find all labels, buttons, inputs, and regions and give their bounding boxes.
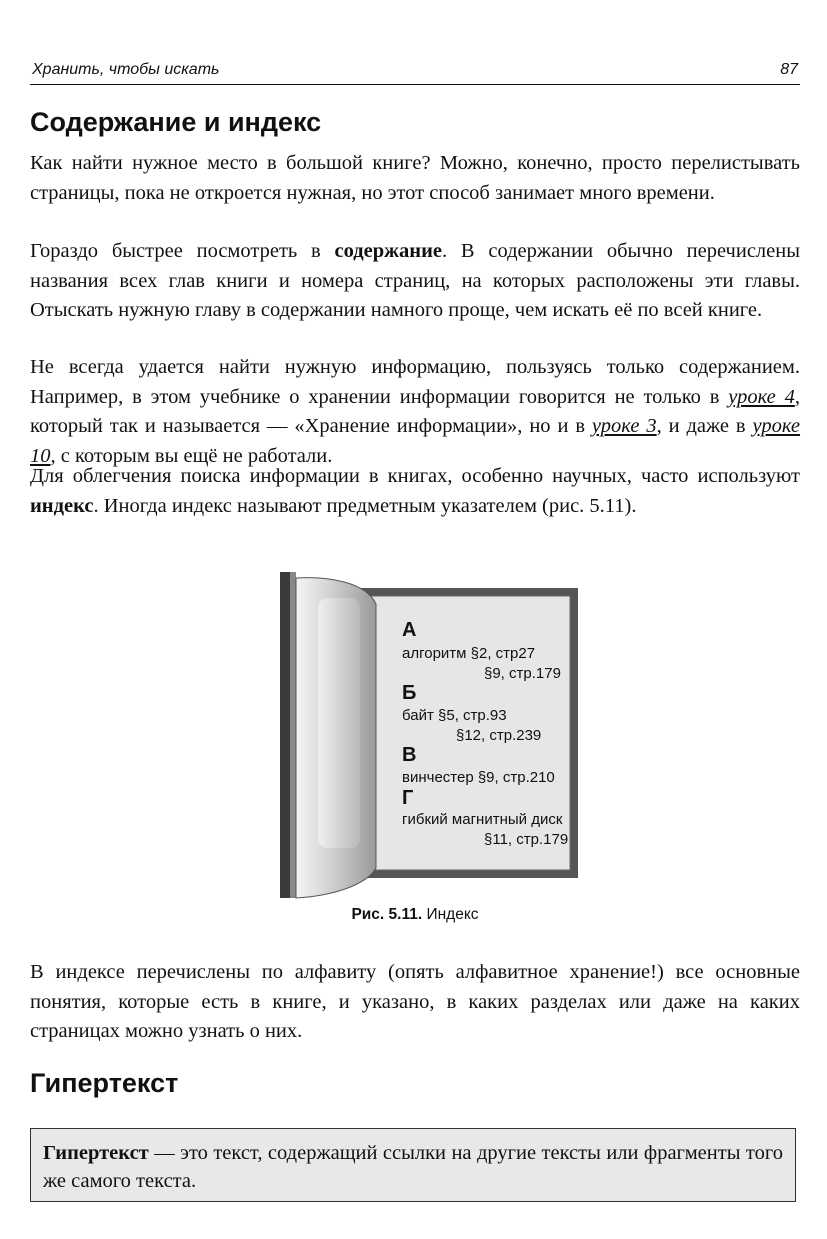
paragraph-5: В индексе перечислены по алфавиту (опять алфавитное хранение!) все основные понятия, которые есть в книге, и указано, в каких разделах или даже на каких страницах можно узнать о них. [30, 961, 800, 1042]
running-head [30, 60, 800, 85]
paragraph-3-text-b: , который так и называется — «Хранение информации», но и в [30, 385, 800, 437]
book-page [30, 0, 800, 1239]
index-entry-g2: §11, стр.179 [484, 831, 569, 848]
section-heading-hypertext: Гипертекст [30, 1068, 179, 1098]
paragraph-4-text-b: . Иногда индекс называют предметным указателем (рис. 5.11). [93, 494, 637, 517]
figure-caption-label: Рис. 5.11. [351, 906, 423, 923]
book-spine [280, 572, 290, 898]
index-letter-v: В [402, 744, 417, 766]
link-lesson-3[interactable]: уроке 3 [591, 415, 657, 437]
term-contents: содержание [334, 240, 442, 262]
book-illustration [248, 568, 588, 900]
paragraph-3-text-c: , и даже в [656, 415, 753, 437]
figure-caption-text: Индекс [422, 906, 479, 923]
paragraph-4-text-a: Для облегчения поиска информации в книгах, особенно научных, часто используют [30, 465, 800, 487]
page-number: 87 [780, 61, 798, 78]
index-entry-a2: §9, стр.179 [484, 665, 561, 682]
index-letter-g: Г [402, 787, 414, 809]
paragraph-3-text-d: , с которым вы ещё не работали. [50, 444, 333, 467]
running-head-title: Хранить, чтобы искать [32, 61, 220, 78]
term-index: индекс [30, 494, 94, 517]
paragraph-1: Как найти нужное место в большой книге? Можно, конечно, просто перелистывать страницы, пока не откроется нужная, но этот способ занимает много времени. [30, 152, 800, 204]
paragraph-3 [30, 353, 800, 471]
link-lesson-10[interactable]: уроке 10 [30, 415, 801, 467]
index-entry-b2: §12, стр.239 [456, 727, 542, 744]
index-entry-g1: гибкий магнитный диск [402, 811, 563, 828]
book-spine-edge [290, 572, 296, 898]
definition-box [30, 1128, 796, 1202]
paragraph-2-text-b: . В содержании обычно перечислены названия всех глав книги и номера страниц, на которых расположены эти главы. Отыскать нужную главу в содержании намного проще, чем искать её по всей книге. [30, 240, 801, 321]
definition-term: Гипертекст [43, 1142, 149, 1164]
paragraph-4 [30, 462, 800, 521]
section-heading-contents-index: Содержание и индекс [30, 107, 322, 137]
paragraph-2 [30, 237, 800, 326]
index-letter-a: А [402, 619, 417, 641]
paragraph-2-text-a: Гораздо быстрее посмотреть в [30, 240, 335, 262]
index-letter-b: Б [402, 682, 417, 704]
figure-caption [30, 906, 800, 924]
definition-text: — это текст, содержащий ссылки на другие тексты или фрагменты того же самого текста. [43, 1142, 783, 1192]
index-entry-b1: байт §5, стр.93 [402, 707, 507, 724]
link-lesson-4[interactable]: уроке 4 [728, 385, 795, 408]
index-entry-a1: алгоритм §2, стр27 [402, 645, 536, 662]
paragraph-3-text-a: Не всегда удается найти нужную информацию, пользуясь только содержанием. Например, в этом учебнике о хранении информации говорится не только в [30, 356, 800, 408]
index-entry-v1: винчестер §9, стр.210 [402, 769, 555, 786]
book-page-inset [318, 598, 360, 848]
figure-index-book [248, 568, 588, 900]
